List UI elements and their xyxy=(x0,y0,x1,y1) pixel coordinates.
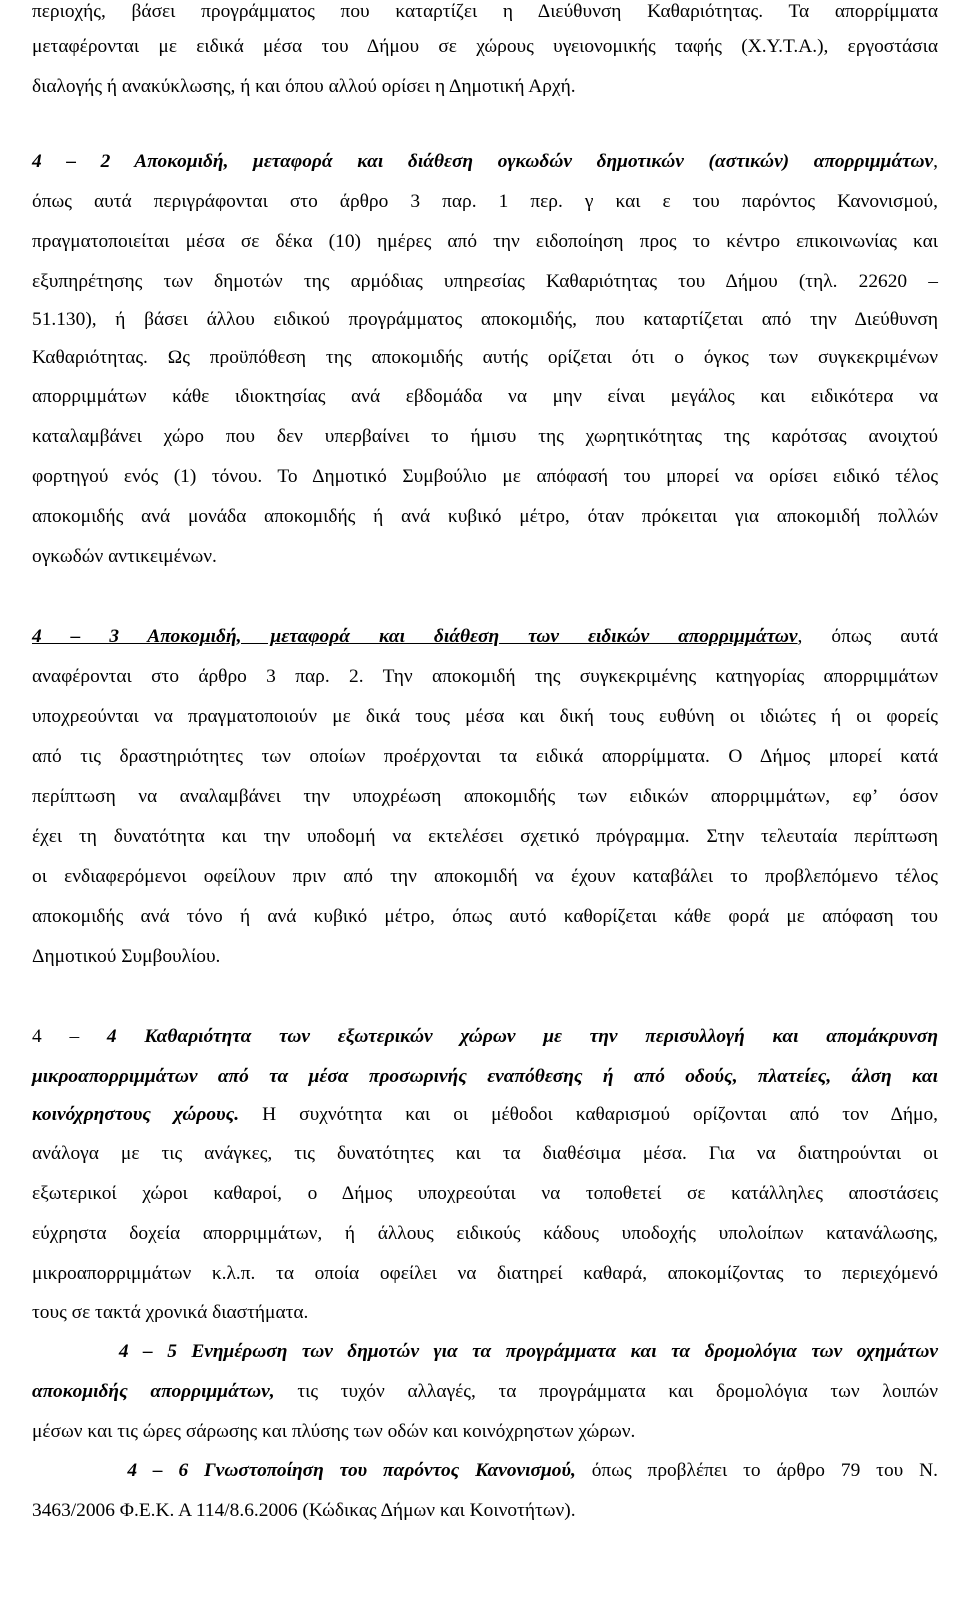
text-line xyxy=(32,1340,938,1364)
text-line xyxy=(32,75,938,99)
text-line xyxy=(32,1459,938,1483)
body-text xyxy=(32,1341,119,1362)
text-line xyxy=(32,785,938,809)
body-text xyxy=(32,1460,127,1481)
body-text: , όπως αυτά xyxy=(797,626,938,647)
body-text: οι ενδιαφερόμενοι οφείλουν πριν από την αποκομιδή να έχουν καταβάλει το προβλεπόμενο τέλος xyxy=(32,866,938,887)
text-line xyxy=(32,35,938,59)
body-text: μεταφέρονται με ειδικά μέσα του Δήμου σε χώρους υγειονομικής ταφής (Χ.Υ.Τ.Α.), εργοστάσια xyxy=(32,36,938,57)
body-text: διαλογής ή ανακύκλωσης, ή και όπου αλλού ορίσει η Δημοτική Αρχή. xyxy=(32,76,576,97)
body-text: τους σε τακτά χρονικά διαστήματα. xyxy=(32,1302,309,1323)
text-line xyxy=(32,505,938,529)
text-line xyxy=(32,1262,938,1286)
text-line xyxy=(32,1025,938,1049)
text-line xyxy=(32,1103,938,1127)
text-line xyxy=(32,1065,938,1089)
text-line xyxy=(32,385,938,409)
text-line xyxy=(32,1222,938,1246)
body-text: μικροαπορριμμάτων κ.λ.π. τα οποία οφείλει να διατηρεί καθαρά, αποκομίζοντας το περιεχόμενό xyxy=(32,1263,938,1284)
text-line xyxy=(32,945,938,969)
text-line xyxy=(32,905,938,929)
section-heading-text: 4 – 6 Γνωστοποίηση του παρόντος Κανονισμού, xyxy=(127,1460,576,1481)
body-text: ανάλογα με τις ανάγκες, τις δυνατότητες και τα διαθέσιμα μέσα. Για να διατηρούνται οι xyxy=(32,1143,938,1164)
body-text: εύχρηστα δοχεία απορριμμάτων, ή άλλους ειδικούς κάδους υποδοχής υπολοίπων κατανάλωσης, xyxy=(32,1223,938,1244)
body-text: καταλαμβάνει χώρο που δεν υπερβαίνει το ήμισυ της χωρητικότητας της καρότσας ανοιχτού xyxy=(32,426,938,447)
body-text: πραγματοποιείται μέσα σε δέκα (10) ημέρες από την ειδοποίηση προς το κέντρο επικοινωνίας και xyxy=(32,231,938,252)
body-text: από τις δραστηριότητες των οποίων προέρχονται τα ειδικά απορρίμματα. Ο Δήμος μπορεί κατά xyxy=(32,746,938,767)
text-line xyxy=(32,665,938,689)
section-heading-text: αποκομιδής απορριμμάτων, xyxy=(32,1381,275,1402)
text-line xyxy=(32,745,938,769)
body-text: αποκομιδής ανά τόνο ή ανά κυβικό μέτρο, όπως αυτό καθορίζεται κάθε φορά με απόφαση του xyxy=(32,906,938,927)
body-text: Δημοτικού Συμβουλίου. xyxy=(32,946,221,967)
text-line xyxy=(32,230,938,254)
body-text: , xyxy=(933,151,938,172)
section-heading-text: 4 – 5 Ενημέρωση των δημοτών για τα προγράμματα και τα δρομολόγια των οχημάτων xyxy=(118,1341,938,1362)
text-line xyxy=(32,1182,938,1206)
text-line xyxy=(32,825,938,849)
body-text: έχει τη δυνατότητα και την υποδομή να εκτελέσει σχετικό πρόγραμμα. Στην τελευταία περίπτωση xyxy=(32,826,938,847)
section-heading-text: κοινόχρηστους χώρους. xyxy=(32,1104,240,1125)
text-line xyxy=(32,308,938,332)
text-line xyxy=(32,465,938,489)
text-line xyxy=(32,1380,938,1404)
text-line xyxy=(32,705,938,729)
body-text: απορριμμάτων κάθε ιδιοκτησίας ανά εβδομάδα να μην είναι μεγάλος και ειδικότερα να xyxy=(32,386,938,407)
text-line xyxy=(32,545,938,569)
body-text: φορτηγού ενός (1) τόνου. Το Δημοτικό Συμβούλιο με απόφασή του μπορεί να ορίσει ειδικό τέλος xyxy=(32,466,938,487)
body-text: 3463/2006 Φ.Ε.Κ. Α 114/8.6.2006 (Κώδικας Δήμων και Κοινοτήτων). xyxy=(32,1500,576,1521)
text-line xyxy=(32,1420,938,1444)
text-line xyxy=(32,1499,938,1523)
body-text: 4 – xyxy=(32,1026,107,1047)
text-line xyxy=(32,1142,938,1166)
section-heading-text: 4 – 3 Αποκομιδή, μεταφορά και διάθεση των ειδικών απορριμμάτων xyxy=(32,626,798,647)
body-text: αναφέρονται στο άρθρο 3 παρ. 2. Την αποκομιδή της συγκεκριμένης κατηγορίας απορριμμάτων xyxy=(32,666,938,687)
text-line xyxy=(32,1301,938,1325)
body-text: μέσων και τις ώρες σάρωσης και πλύσης των οδών και κοινόχρηστων χώρων. xyxy=(32,1421,636,1442)
body-text: 51.130), ή βάσει άλλου ειδικού προγράμματος αποκομιδής, που καταρτίζεται από την Διεύθυνση xyxy=(32,309,938,330)
text-line xyxy=(32,150,938,174)
body-text: ογκωδών αντικειμένων. xyxy=(32,546,217,567)
text-line xyxy=(32,190,938,214)
text-line xyxy=(32,0,938,24)
body-text: αποκομιδής ανά μονάδα αποκομιδής ή ανά κυβικό μέτρο, όταν πρόκειται για αποκομιδή πολλών xyxy=(32,506,938,527)
body-text: περιοχής, βάσει προγράμματος που καταρτίζει η Διεύθυνση Καθαριότητας. Τα απορρίμματα xyxy=(32,1,938,22)
section-heading-text: 4 – 2 Αποκομιδή, μεταφορά και διάθεση ογκωδών δημοτικών (αστικών) απορριμμάτων xyxy=(32,151,934,172)
text-line xyxy=(32,865,938,889)
text-line xyxy=(32,346,938,370)
section-heading-text: 4 Καθαριότητα των εξωτερικών χώρων με την περισυλλογή και απομάκρυνση xyxy=(106,1026,938,1047)
body-text: εξωτερικοί χώροι καθαροί, ο Δήμος υποχρεούται να τοποθετεί σε κατάλληλες αποστάσεις xyxy=(32,1183,938,1204)
section-heading-text: μικροαπορριμμάτων από τα μέσα προσωρινής εναπόθεσης ή από οδούς, πλατείες, άλση και xyxy=(32,1066,938,1087)
body-text: Καθαριότητας. Ως προϋπόθεση της αποκομιδής αυτής ορίζεται ότι ο όγκος των συγκεκριμένων xyxy=(32,347,938,368)
text-line xyxy=(32,270,938,294)
body-text: υποχρεούνται να πραγματοποιούν με δικά τους μέσα και δική τους ευθύνη οι ιδιώτες ή οι φορείς xyxy=(32,706,938,727)
body-text: εξυπηρέτησης των δημοτών της αρμόδιας υπηρεσίας Καθαριότητας του Δήμου (τηλ. 22620 – xyxy=(32,271,938,292)
body-text: τις τυχόν αλλαγές, τα προγράμματα και δρομολόγια των λοιπών xyxy=(274,1381,938,1402)
text-line xyxy=(32,425,938,449)
body-text: Η συχνότητα και οι μέθοδοι καθαρισμού ορίζονται από τον Δήμο, xyxy=(239,1104,938,1125)
body-text: περίπτωση να αναλαμβάνει την υποχρέωση αποκομιδής των ειδικών απορριμμάτων, εφ’ όσον xyxy=(32,786,938,807)
body-text: όπως αυτά περιγράφονται στο άρθρο 3 παρ. 1 περ. γ και ε του παρόντος Κανονισμού, xyxy=(32,191,938,212)
text-line xyxy=(32,625,938,649)
body-text: όπως προβλέπει το άρθρο 79 του Ν. xyxy=(575,1460,938,1481)
